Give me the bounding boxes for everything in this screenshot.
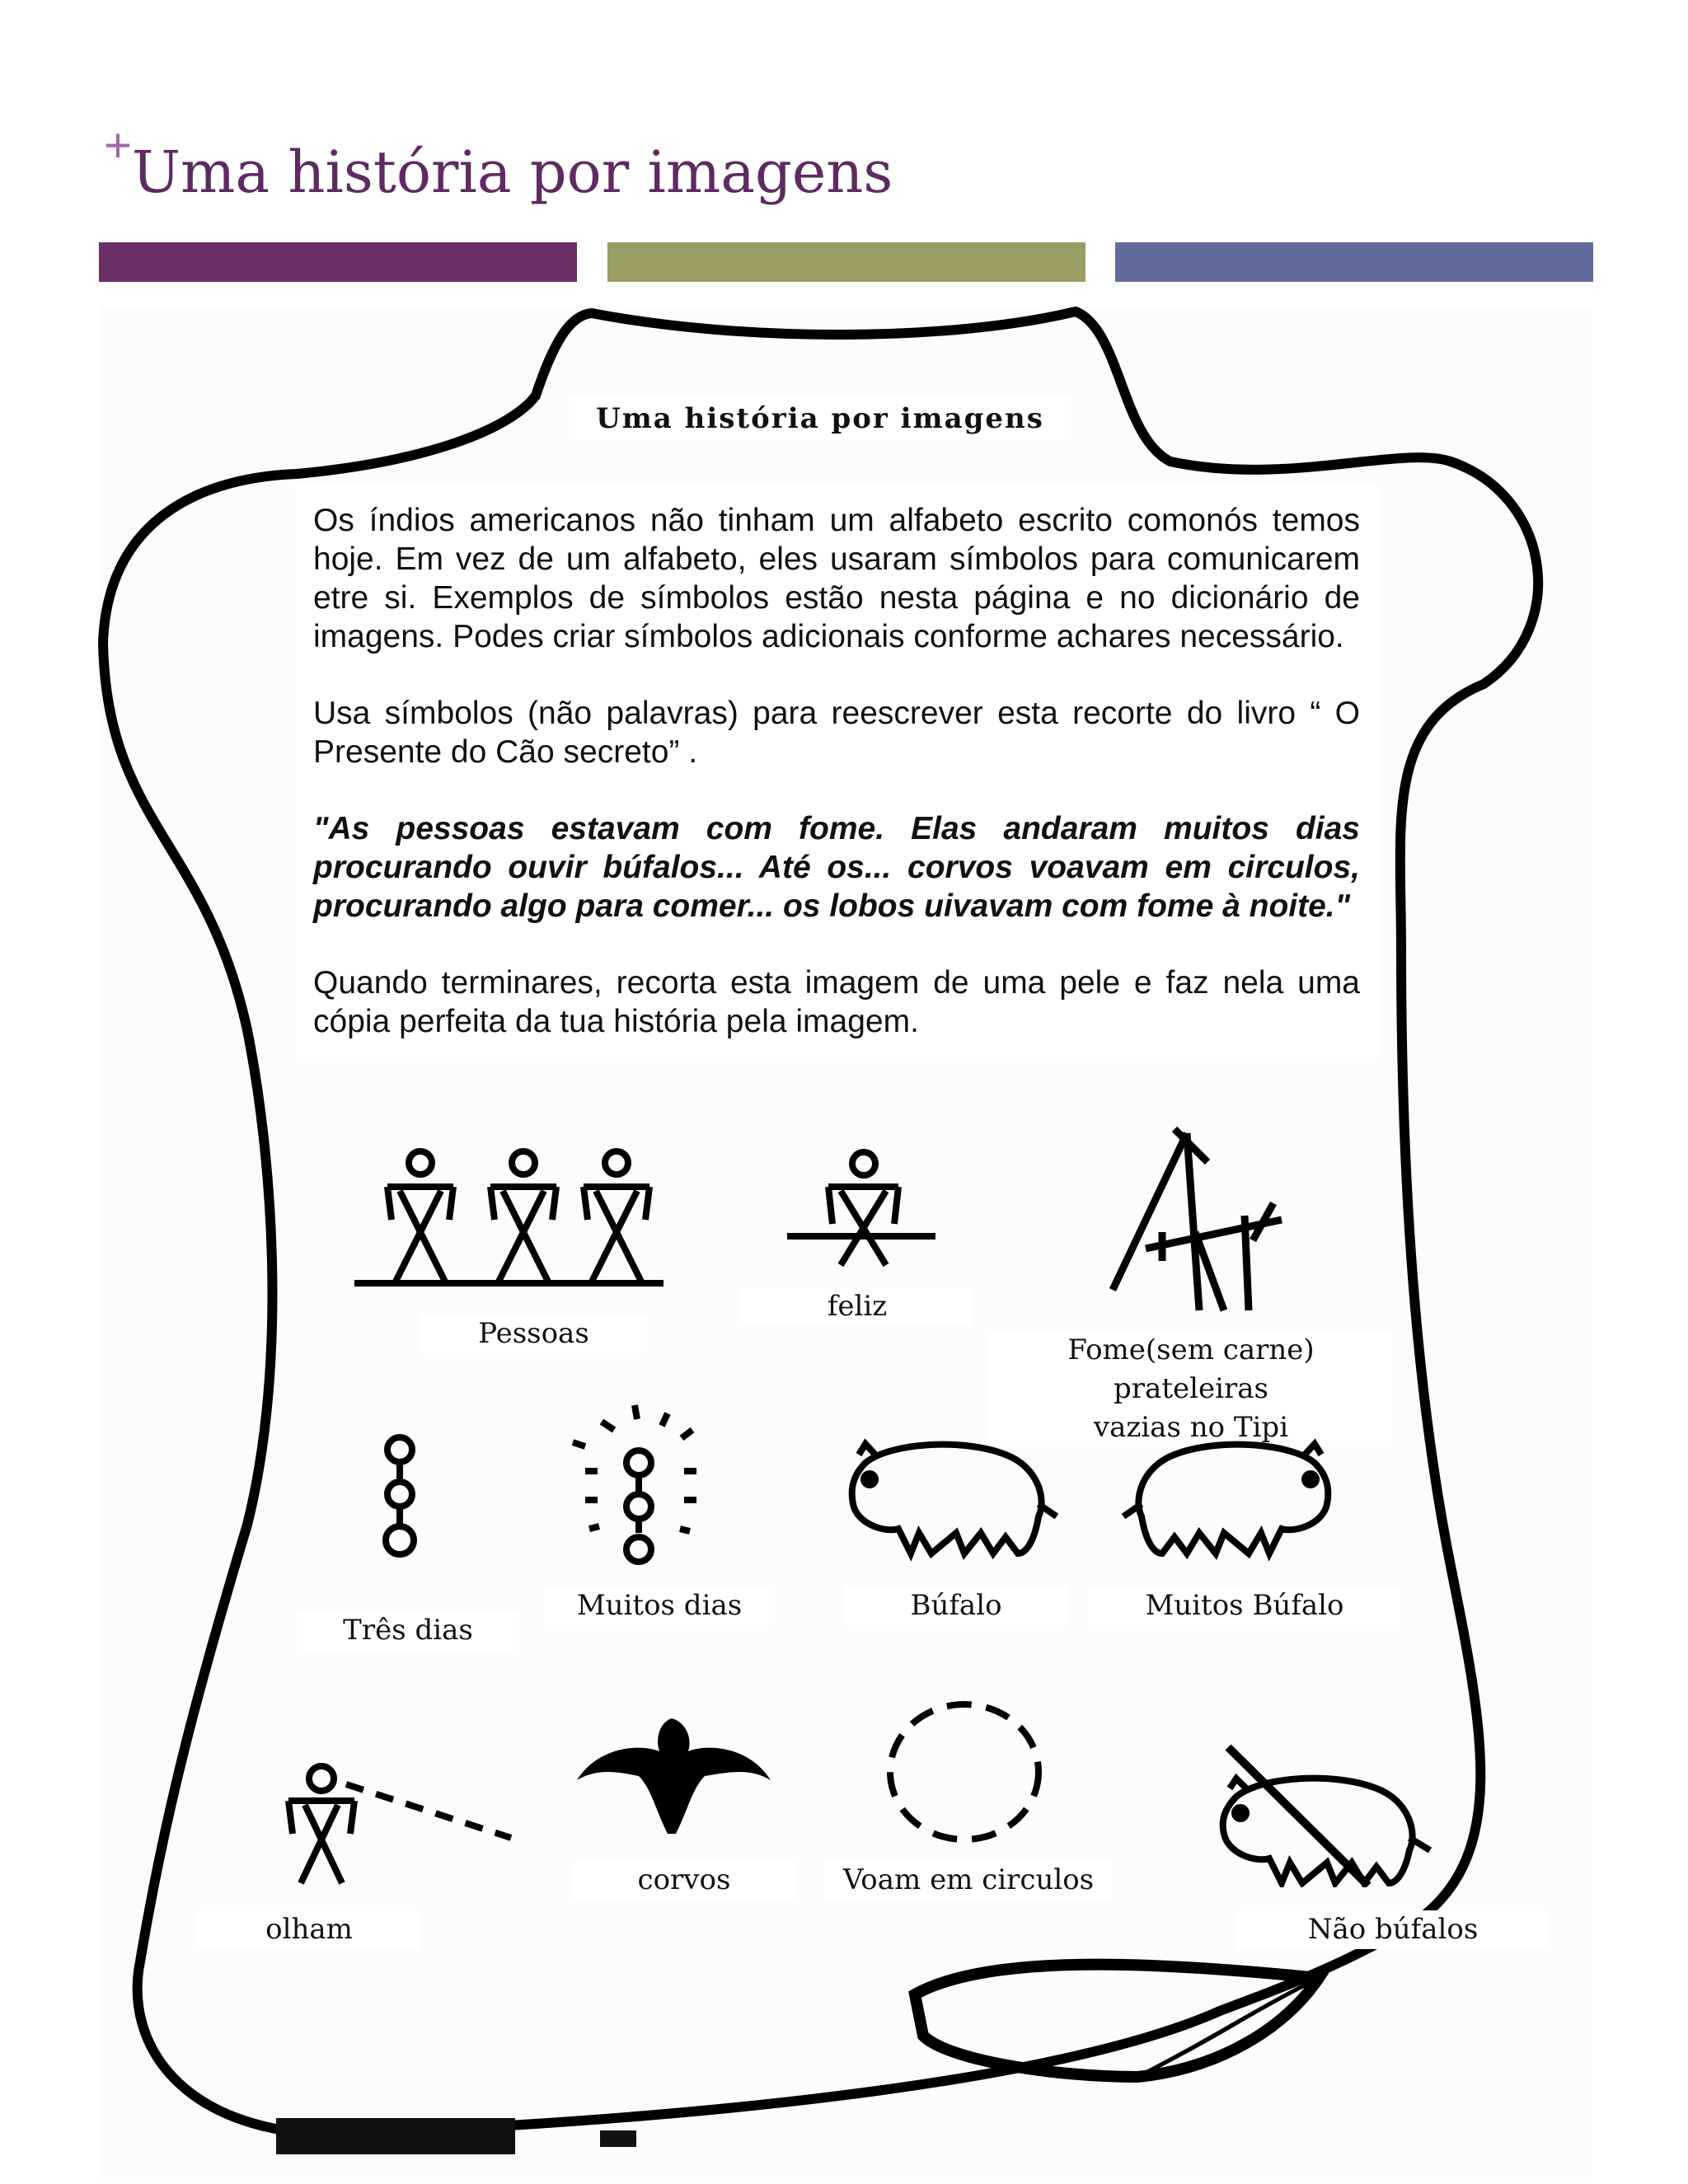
label-fome-line1: Fome(sem carne) prateleiras <box>1067 1333 1315 1405</box>
buffalo-symbol-icon <box>841 1434 1059 1562</box>
label-voam-em-circulos: Voam em circulos <box>824 1861 1113 1900</box>
happy-symbol-icon <box>783 1146 940 1269</box>
label-fome-line2: vazias no Tipi <box>1093 1411 1289 1444</box>
label-fome <box>989 1331 1393 1447</box>
crow-symbol-icon <box>573 1710 775 1834</box>
closing-paragraph: Quando terminares, recorta esta imagem de uma pele e faz nela uma cópia perfeita da tua história pela imagem. <box>313 965 1360 1039</box>
task-paragraph: Usa símbolos (não palavras) para reescrever esta recorte do livro “ O Presente do Cão secreto” . <box>313 696 1360 770</box>
no-buffalo-symbol-icon <box>1212 1739 1442 1887</box>
people-symbol-icon <box>354 1141 668 1290</box>
label-olham: olham <box>198 1910 420 1949</box>
label-corvos: corvos <box>573 1861 795 1900</box>
instructions-textbox <box>295 485 1378 1057</box>
label-feliz: feliz <box>742 1287 973 1326</box>
label-muitos-dias: Muitos dias <box>544 1586 775 1625</box>
many-buffalo-symbol-icon <box>1117 1434 1339 1562</box>
plus-icon: + <box>104 119 132 172</box>
label-nao-bufalos: Não búfalos <box>1236 1910 1550 1949</box>
label-tres-dias: Três dias <box>297 1611 519 1650</box>
many-days-symbol-icon <box>548 1393 713 1566</box>
label-muitos-bufalo: Muitos Búfalo <box>1088 1586 1401 1625</box>
label-bufalo: Búfalo <box>845 1586 1067 1625</box>
label-pessoas: Pessoas <box>420 1315 647 1353</box>
page-title: Uma história por imagens <box>132 138 893 206</box>
three-days-symbol-icon <box>375 1430 424 1566</box>
look-symbol-icon <box>276 1755 515 1891</box>
tipi-symbol-icon <box>1104 1125 1302 1315</box>
quote-paragraph: "As pessoas estavam com fome. Elas andaram muitos dias procurando ouvir búfalos... Até os... corvos voavam em circulos, procurando algo para comer... os lobos uivavam com fome à noite." <box>313 811 1360 924</box>
inner-title: Uma história por imagens <box>569 397 1071 440</box>
intro-paragraph: Os índios americanos não tinham um alfabeto escrito comonós temos hoje. Em vez de um alfabeto, eles usaram símbolos para comunicarem etre si. Exemplos de símbolos estão nesta página e no dicionário de imagens. Podes criar símbolos adicionais conforme achares necessário. <box>313 503 1360 654</box>
circle-flight-symbol-icon <box>878 1694 1051 1850</box>
